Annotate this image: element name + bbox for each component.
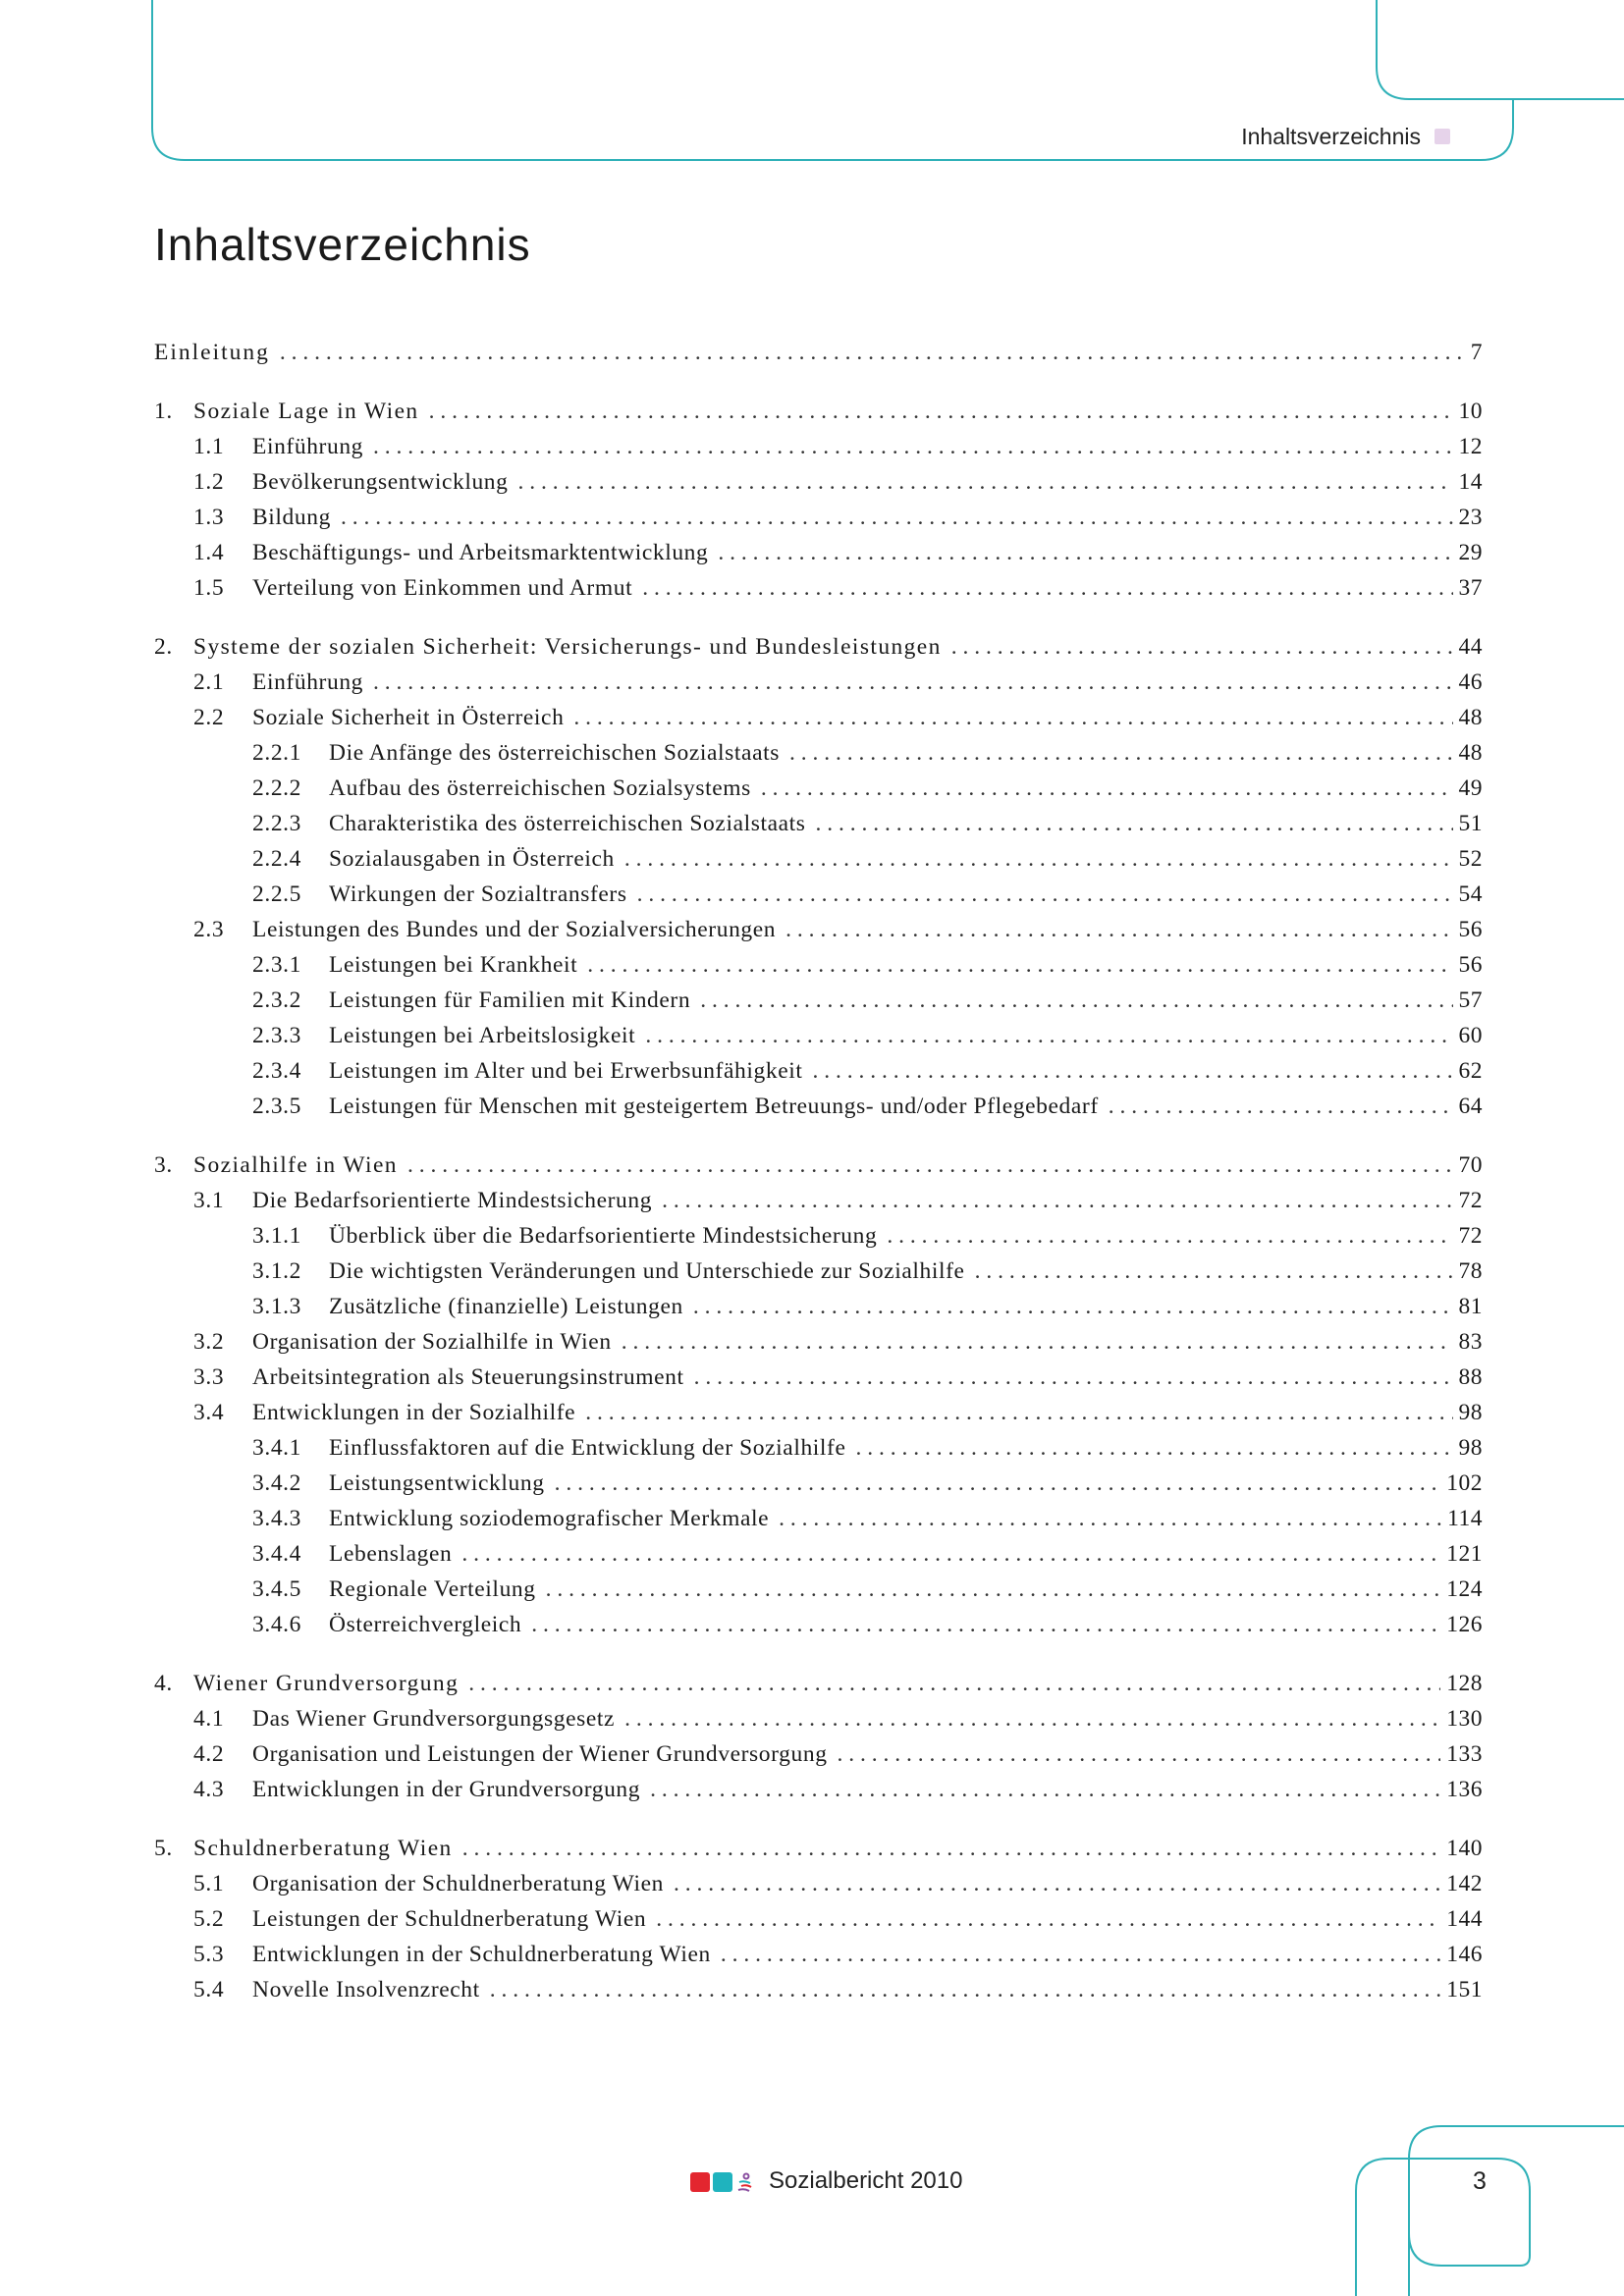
toc-dot-leader	[461, 1541, 1440, 1568]
toc-dot-leader	[624, 1706, 1440, 1733]
toc-entry-number: 1.1	[193, 434, 225, 459]
toc-entry-page: 114	[1447, 1506, 1483, 1531]
toc-entry[interactable]	[154, 1258, 1483, 1294]
toc-dot-leader	[779, 1506, 1441, 1532]
toc-dot-leader	[429, 399, 1453, 425]
toc-dot-leader	[761, 775, 1453, 802]
toc-section-gap	[154, 1647, 1483, 1671]
toc-entry-number: 2.2.5	[252, 881, 301, 907]
toc-dot-leader	[341, 505, 1453, 531]
toc-entry[interactable]	[154, 505, 1483, 540]
toc-entry-title: Das Wiener Grundversorgungsgesetz	[252, 1706, 616, 1732]
toc-entry-title: Die wichtigsten Veränderungen und Unterschiede zur Sozialhilfe	[329, 1258, 965, 1284]
toc-entry[interactable]	[154, 575, 1483, 611]
toc-entry[interactable]	[154, 1435, 1483, 1470]
toc-dot-leader	[887, 1223, 1452, 1250]
toc-entry-page: 23	[1458, 505, 1483, 530]
toc-entry-title: Beschäftigungs- und Arbeitsmarktentwicklung	[252, 540, 709, 565]
toc-section-gap	[154, 1129, 1483, 1152]
toc-entry-number: 4.2	[193, 1741, 225, 1767]
toc-dot-leader	[789, 740, 1453, 767]
toc-entry-number: 2.2.2	[252, 775, 301, 801]
toc-entry-page: 56	[1458, 917, 1483, 942]
toc-entry-number: 2.3.3	[252, 1023, 301, 1048]
toc-dot-leader	[642, 575, 1452, 602]
toc-entry[interactable]	[154, 434, 1483, 469]
toc-entry-page: 98	[1458, 1400, 1483, 1425]
toc-entry-number: 3.4.1	[252, 1435, 301, 1461]
toc-entry-number: 3.2	[193, 1329, 225, 1355]
toc-entry-number: 4.1	[193, 1706, 225, 1732]
toc-entry-title: Einführung	[252, 669, 364, 695]
toc-entry-title: Systeme der sozialen Sicherheit: Versicherungs- und Bundesleistungen	[193, 634, 942, 660]
toc-entry[interactable]	[154, 1364, 1483, 1400]
toc-entry-page: 151	[1446, 1977, 1483, 2002]
toc-entry-number: 5.1	[193, 1871, 225, 1896]
logo-figure-icon	[735, 2172, 753, 2192]
toc-entry-page: 62	[1458, 1058, 1483, 1084]
toc-dot-leader	[1109, 1094, 1453, 1120]
toc-entry-number: 2.3.1	[252, 952, 301, 978]
toc-entry-page: 48	[1458, 705, 1483, 730]
toc-entry-number: 3.1	[193, 1188, 225, 1213]
toc-entry-title: Leistungsentwicklung	[329, 1470, 545, 1496]
toc-entry[interactable]	[154, 917, 1483, 952]
toc-entry-title: Leistungen bei Arbeitslosigkeit	[329, 1023, 636, 1048]
toc-entry-title: Bevölkerungsentwicklung	[252, 469, 509, 495]
toc-entry-title: Charakteristika des österreichischen Sozialstaats	[329, 811, 806, 836]
toc-entry[interactable]	[154, 1977, 1483, 2012]
toc-entry[interactable]	[154, 1058, 1483, 1094]
toc-entry-page: 64	[1458, 1094, 1483, 1119]
toc-entry-page: 83	[1458, 1329, 1483, 1355]
toc-entry-number: 3.1.3	[252, 1294, 301, 1319]
toc-entry-title: Zusätzliche (finanzielle) Leistungen	[329, 1294, 683, 1319]
toc-dot-leader	[721, 1942, 1440, 1968]
toc-entry-title: Soziale Sicherheit in Österreich	[252, 705, 565, 730]
toc-entry-page: 44	[1458, 634, 1483, 660]
toc-dot-leader	[816, 811, 1453, 837]
toc-entry-number: 2.2.1	[252, 740, 301, 766]
toc-dot-leader	[373, 434, 1452, 460]
toc-entry-title: Österreichvergleich	[329, 1612, 522, 1637]
toc-dot-leader	[785, 917, 1452, 943]
toc-dot-leader	[856, 1435, 1453, 1462]
toc-dot-leader	[555, 1470, 1441, 1497]
toc-entry-page: 7	[1470, 340, 1483, 365]
toc-entry-title: Entwicklungen in der Grundversorgung	[252, 1777, 641, 1802]
toc-entry[interactable]	[154, 399, 1483, 434]
toc-entry-title: Entwicklungen in der Sozialhilfe	[252, 1400, 576, 1425]
toc-dot-leader	[700, 988, 1452, 1014]
toc-entry-title: Aufbau des österreichischen Sozialsystems	[329, 775, 751, 801]
toc-dot-leader	[645, 1023, 1452, 1049]
toc-entry[interactable]	[154, 988, 1483, 1023]
toc-entry-number: 2.3.5	[252, 1094, 301, 1119]
toc-entry[interactable]	[154, 846, 1483, 881]
toc-entry-number: 3.4.6	[252, 1612, 301, 1637]
toc-entry[interactable]	[154, 1706, 1483, 1741]
toc-entry-title: Leistungen des Bundes und der Sozialversicherungen	[252, 917, 777, 942]
toc-entry-title: Wirkungen der Sozialtransfers	[329, 881, 627, 907]
toc-entry-page: 57	[1458, 988, 1483, 1013]
toc-entry-page: 48	[1458, 740, 1483, 766]
toc-entry-title: Schuldnerberatung Wien	[193, 1836, 453, 1861]
toc-section-gap	[154, 375, 1483, 399]
toc-dot-leader	[573, 705, 1452, 731]
toc-dot-leader	[518, 469, 1453, 496]
toc-entry[interactable]	[154, 1152, 1483, 1188]
toc-entry[interactable]	[154, 340, 1483, 375]
toc-entry[interactable]	[154, 1671, 1483, 1706]
toc-dot-leader	[975, 1258, 1453, 1285]
toc-entry-title: Die Anfänge des österreichischen Sozialstaats	[329, 740, 780, 766]
toc-entry-number: 1.	[154, 399, 173, 424]
toc-dot-leader	[656, 1906, 1440, 1933]
toc-entry[interactable]	[154, 740, 1483, 775]
sozialbericht-logo-icon	[690, 2172, 753, 2192]
toc-dot-leader	[280, 340, 1465, 366]
toc-entry[interactable]	[154, 1777, 1483, 1812]
toc-dot-leader	[637, 881, 1453, 908]
toc-entry-number: 3.4.3	[252, 1506, 301, 1531]
toc-entry-number: 3.4.2	[252, 1470, 301, 1496]
toc-entry-page: 136	[1446, 1777, 1483, 1802]
toc-dot-leader	[531, 1612, 1440, 1638]
toc-entry-title: Leistungen bei Krankheit	[329, 952, 578, 978]
toc-entry-title: Einflussfaktoren auf die Entwicklung der Sozialhilfe	[329, 1435, 846, 1461]
toc-entry-title: Organisation der Sozialhilfe in Wien	[252, 1329, 612, 1355]
toc-dot-leader	[373, 669, 1452, 696]
toc-entry-number: 2.2.4	[252, 846, 301, 872]
toc-entry[interactable]	[154, 469, 1483, 505]
toc-entry[interactable]	[154, 1741, 1483, 1777]
toc-entry-title: Einleitung	[154, 340, 270, 365]
toc-entry-page: 140	[1446, 1836, 1483, 1861]
toc-entry-page: 102	[1446, 1470, 1483, 1496]
toc-entry-page: 60	[1458, 1023, 1483, 1048]
toc-entry-number: 3.4	[193, 1400, 225, 1425]
logo-red-square	[690, 2172, 710, 2192]
toc-entry[interactable]	[154, 1541, 1483, 1576]
toc-entry[interactable]	[154, 1094, 1483, 1129]
toc-entry[interactable]	[154, 705, 1483, 740]
toc-entry-page: 81	[1458, 1294, 1483, 1319]
toc-dot-leader	[718, 540, 1452, 566]
toc-section-gap	[154, 1812, 1483, 1836]
toc-entry-page: 133	[1446, 1741, 1483, 1767]
toc-entry-page: 144	[1446, 1906, 1483, 1932]
toc-entry[interactable]	[154, 811, 1483, 846]
toc-entry-title: Überblick über die Bedarfsorientierte Mindestsicherung	[329, 1223, 878, 1249]
toc-entry[interactable]	[154, 1294, 1483, 1329]
square-icon	[1435, 129, 1450, 144]
toc-entry-number: 2.2.3	[252, 811, 301, 836]
toc-entry-number: 2.2	[193, 705, 225, 730]
toc-entry-page: 142	[1446, 1871, 1483, 1896]
toc-entry-title: Einführung	[252, 434, 364, 459]
toc-entry-title: Leistungen für Familien mit Kindern	[329, 988, 691, 1013]
toc-entry-page: 128	[1446, 1671, 1483, 1696]
toc-entry-title: Novelle Insolvenzrecht	[252, 1977, 480, 2002]
toc-dot-leader	[462, 1836, 1441, 1862]
toc-dot-leader	[951, 634, 1453, 661]
toc-entry-page: 51	[1458, 811, 1483, 836]
toc-entry-page: 126	[1446, 1612, 1483, 1637]
toc-dot-leader	[490, 1977, 1440, 2003]
toc-entry-number: 3.1.1	[252, 1223, 301, 1249]
toc-entry[interactable]	[154, 1836, 1483, 1871]
toc-dot-leader	[585, 1400, 1452, 1426]
toc-entry[interactable]	[154, 634, 1483, 669]
toc-entry-number: 2.3	[193, 917, 225, 942]
toc-entry-page: 70	[1458, 1152, 1483, 1178]
toc-entry-title: Regionale Verteilung	[329, 1576, 536, 1602]
toc-entry-title: Entwicklungen in der Schuldnerberatung Wien	[252, 1942, 711, 1967]
toc-entry-page: 78	[1458, 1258, 1483, 1284]
toc-entry-page: 52	[1458, 846, 1483, 872]
toc-entry[interactable]	[154, 952, 1483, 988]
toc-dot-leader	[622, 1329, 1453, 1356]
toc-entry[interactable]	[154, 540, 1483, 575]
toc-entry-number: 3.	[154, 1152, 173, 1178]
toc-entry-page: 121	[1446, 1541, 1483, 1567]
toc-entry[interactable]	[154, 1576, 1483, 1612]
toc-entry[interactable]	[154, 1506, 1483, 1541]
toc-entry[interactable]	[154, 1942, 1483, 1977]
toc-dot-leader	[662, 1188, 1452, 1214]
toc-entry-title: Bildung	[252, 505, 331, 530]
toc-entry[interactable]	[154, 1188, 1483, 1223]
toc-dot-leader	[546, 1576, 1441, 1603]
toc-entry-title: Lebenslagen	[329, 1541, 453, 1567]
toc-entry-number: 5.3	[193, 1942, 225, 1967]
toc-entry-title: Sozialausgaben in Österreich	[329, 846, 615, 872]
toc-entry-title: Leistungen im Alter und bei Erwerbsunfähigkeit	[329, 1058, 803, 1084]
toc-entry-page: 88	[1458, 1364, 1483, 1390]
toc-entry-number: 1.4	[193, 540, 225, 565]
table-of-contents	[154, 340, 1483, 2012]
toc-entry-page: 29	[1458, 540, 1483, 565]
toc-entry-number: 5.	[154, 1836, 173, 1861]
toc-dot-leader	[624, 846, 1453, 873]
toc-entry-page: 146	[1446, 1942, 1483, 1967]
toc-entry-number: 4.	[154, 1671, 173, 1696]
toc-entry-page: 98	[1458, 1435, 1483, 1461]
toc-dot-leader	[407, 1152, 1453, 1179]
running-header	[1241, 122, 1450, 151]
toc-entry[interactable]	[154, 1871, 1483, 1906]
toc-entry-number: 3.4.5	[252, 1576, 301, 1602]
toc-section-gap	[154, 611, 1483, 634]
toc-entry-title: Wiener Grundversorgung	[193, 1671, 460, 1696]
toc-dot-leader	[674, 1871, 1440, 1897]
toc-entry-page: 12	[1458, 434, 1483, 459]
toc-entry[interactable]	[154, 1906, 1483, 1942]
toc-entry-page: 49	[1458, 775, 1483, 801]
toc-entry-number: 5.2	[193, 1906, 225, 1932]
toc-entry-page: 56	[1458, 952, 1483, 978]
toc-entry-number: 4.3	[193, 1777, 225, 1802]
toc-entry-title: Organisation und Leistungen der Wiener Grundversorgung	[252, 1741, 828, 1767]
toc-entry[interactable]	[154, 1400, 1483, 1435]
toc-entry[interactable]	[154, 1223, 1483, 1258]
toc-entry-number: 3.1.2	[252, 1258, 301, 1284]
toc-entry-title: Verteilung von Einkommen und Armut	[252, 575, 633, 601]
toc-entry-number: 2.1	[193, 669, 225, 695]
toc-entry-page: 14	[1458, 469, 1483, 495]
toc-dot-leader	[812, 1058, 1452, 1085]
toc-entry[interactable]	[154, 775, 1483, 811]
publication-title: Sozialbericht 2010	[769, 2167, 963, 2194]
toc-entry-page: 72	[1458, 1188, 1483, 1213]
toc-entry[interactable]	[154, 1612, 1483, 1647]
running-header-title: Inhaltsverzeichnis	[1241, 123, 1421, 149]
toc-entry-title: Sozialhilfe in Wien	[193, 1152, 398, 1178]
page-title: Inhaltsverzeichnis	[154, 219, 531, 270]
toc-entry-title: Arbeitsintegration als Steuerungsinstrument	[252, 1364, 684, 1390]
toc-entry-number: 2.3.2	[252, 988, 301, 1013]
toc-entry-number: 5.4	[193, 1977, 225, 2002]
toc-dot-leader	[694, 1364, 1453, 1391]
toc-entry[interactable]	[154, 881, 1483, 917]
toc-dot-leader	[693, 1294, 1453, 1320]
toc-entry-page: 130	[1446, 1706, 1483, 1732]
toc-entry-page: 46	[1458, 669, 1483, 695]
toc-dot-leader	[468, 1671, 1440, 1697]
toc-entry-title: Organisation der Schuldnerberatung Wien	[252, 1871, 665, 1896]
logo-teal-square	[713, 2172, 732, 2192]
toc-entry[interactable]	[154, 1329, 1483, 1364]
toc-entry[interactable]	[154, 1470, 1483, 1506]
toc-entry-title: Entwicklung soziodemografischer Merkmale	[329, 1506, 770, 1531]
toc-entry[interactable]	[154, 1023, 1483, 1058]
toc-entry-number: 1.5	[193, 575, 225, 601]
toc-entry-page: 54	[1458, 881, 1483, 907]
toc-entry-number: 3.3	[193, 1364, 225, 1390]
toc-entry-number: 3.4.4	[252, 1541, 301, 1567]
toc-entry-number: 2.3.4	[252, 1058, 301, 1084]
toc-dot-leader	[838, 1741, 1441, 1768]
toc-entry-title: Die Bedarfsorientierte Mindestsicherung	[252, 1188, 653, 1213]
toc-entry-page: 10	[1458, 399, 1483, 424]
toc-entry-title: Soziale Lage in Wien	[193, 399, 419, 424]
toc-entry-title: Leistungen für Menschen mit gesteigertem Betreuungs- und/oder Pflegebedarf	[329, 1094, 1099, 1119]
toc-dot-leader	[650, 1777, 1440, 1803]
toc-entry-page: 37	[1458, 575, 1483, 601]
page-number: 3	[1473, 2167, 1487, 2195]
toc-entry-page: 72	[1458, 1223, 1483, 1249]
toc-dot-leader	[587, 952, 1452, 979]
toc-entry-number: 2.	[154, 634, 173, 660]
toc-entry-number: 1.2	[193, 469, 225, 495]
toc-entry-number: 1.3	[193, 505, 225, 530]
toc-entry-title: Leistungen der Schuldnerberatung Wien	[252, 1906, 647, 1932]
toc-entry[interactable]	[154, 669, 1483, 705]
toc-entry-page: 124	[1446, 1576, 1483, 1602]
